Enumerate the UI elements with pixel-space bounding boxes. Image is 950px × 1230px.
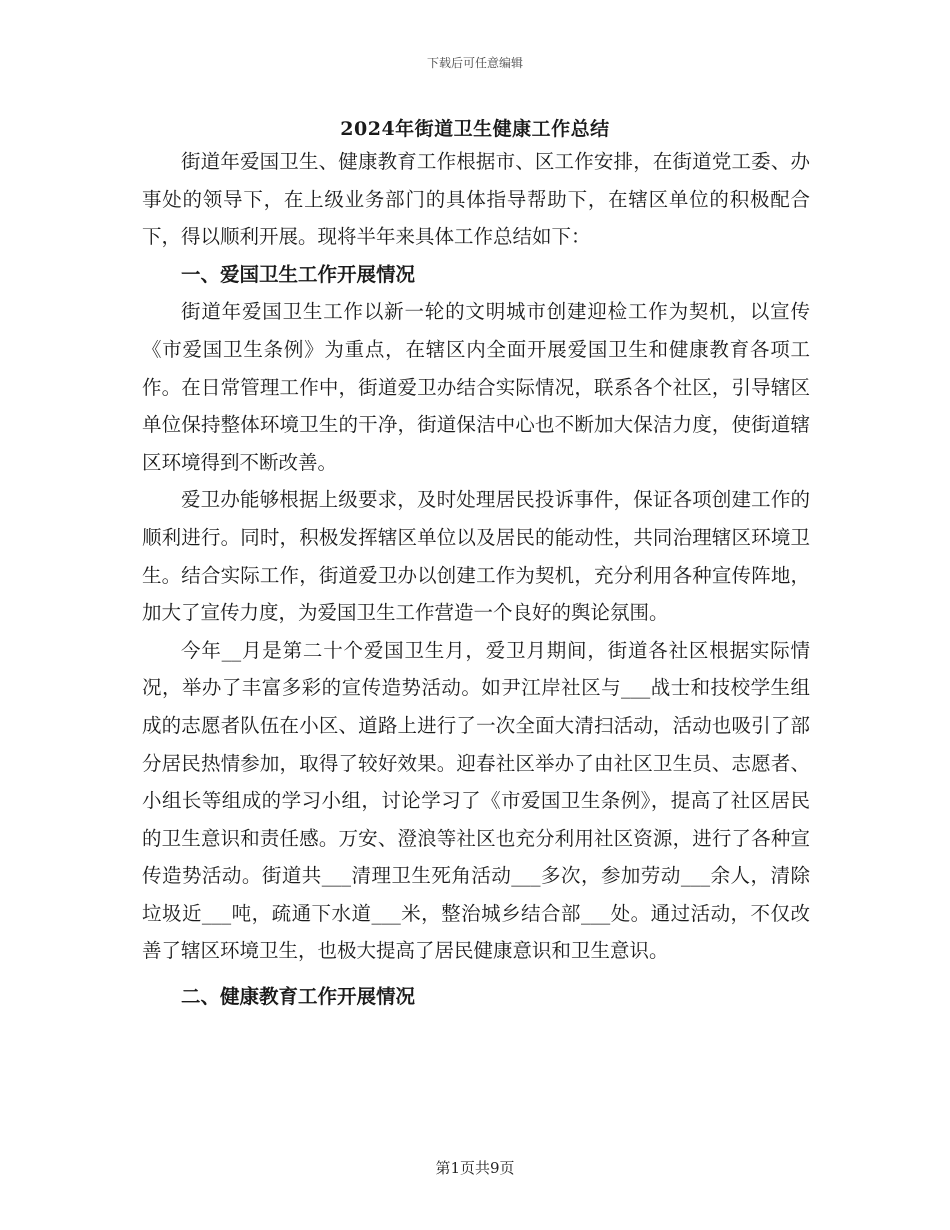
body-paragraph: 今年__月是第二十个爱国卫生月，爱卫月期间，街道各社区根据实际情况，举办了丰富多彩的宣传造势活动。如尹江岸社区与___战士和技校学生组成的志愿者队伍在小区、道路上进行了一次全面大清扫活动，活动也吸引了部分居民热情参加，取得了较好效果。迎春社区举办了由社区卫生员、志愿者、小组长等组成的学习小组，讨论学习了《市爱国卫生条例》，提高了社区居民的卫生意识和责任感。万安、澄浪等社区也充分利用社区资源，进行了各种宣传造势活动。街道共___清理卫生死角活动___多次，参加劳动___余人，清除垃圾近___吨，疏通下水道___米，整治城乡结合部___处。通过活动，不仅改善了辖区环境卫生，也极大提高了居民健康意识和卫生意识。 <box>142 638 810 963</box>
section-heading-health-education: 二、健康教育工作开展情况 <box>181 985 416 1009</box>
intro-paragraph: 街道年爱国卫生、健康教育工作根据市、区工作安排，在街道党工委、办事处的领导下，在上级业务部门的具体指导帮助下，在辖区单位的积极配合下，得以顺利开展。现将半年来具体工作总结如下： <box>142 150 810 249</box>
page-header-note: 下载后可任意编辑 <box>426 56 523 70</box>
body-paragraph: 爱卫办能够根据上级要求，及时处理居民投诉事件，保证各项创建工作的顺利进行。同时，积极发挥辖区单位以及居民的能动性，共同治理辖区环境卫生。结合实际工作，街道爱卫办以创建工作为契机，充分利用各种宣传阵地，加大了宣传力度，为爱国卫生工作营造一个良好的舆论氛围。 <box>142 488 810 625</box>
body-paragraph: 街道年爱国卫生工作以新一轮的文明城市创建迎检工作为契机，以宣传《市爱国卫生条例》为重点，在辖区内全面开展爱国卫生和健康教育各项工作。在日常管理工作中，街道爱卫办结合实际情况，联系各个社区，引导辖区单位保持整体环境卫生的干净，街道保洁中心也不断加大保洁力度，使街道辖区环境得到不断改善。 <box>142 300 810 474</box>
page-footer: 第1页共9页 <box>435 1159 515 1177</box>
document-title: 2024年街道卫生健康工作总结 <box>340 118 610 140</box>
document-body <box>142 143 810 1016</box>
section-heading-patriotic-health: 一、爱国卫生工作开展情况 <box>181 262 416 286</box>
